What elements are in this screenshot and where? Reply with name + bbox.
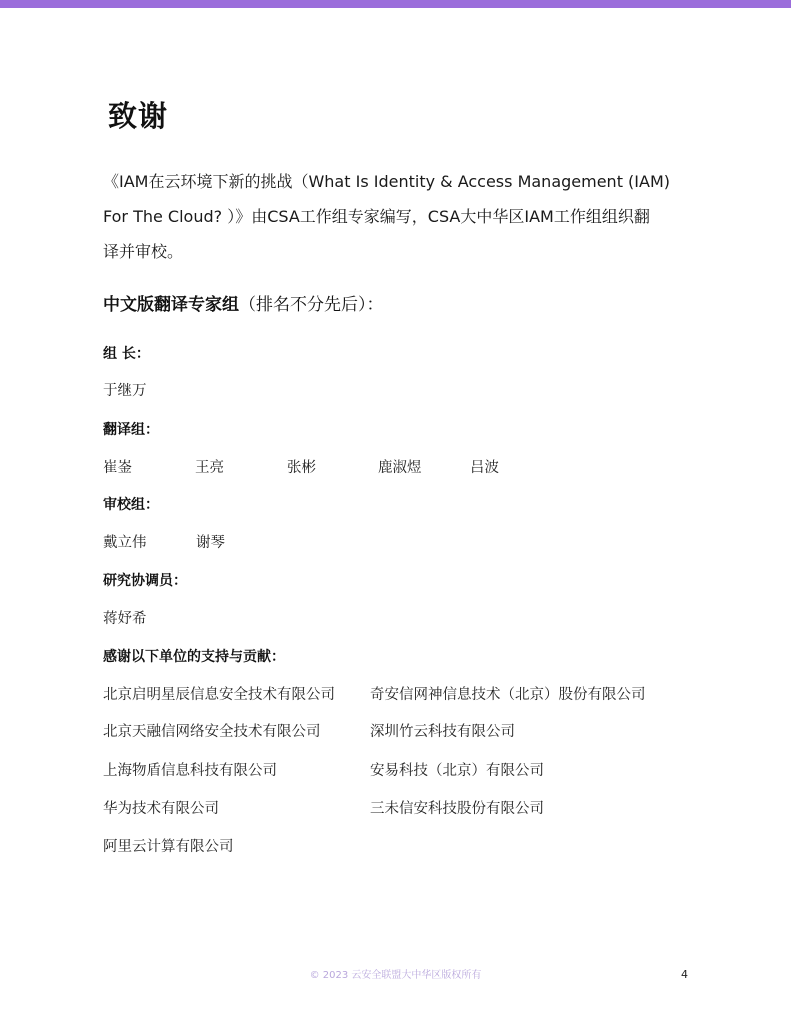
company-name: 华为技术有限公司 bbox=[103, 801, 219, 817]
company-name: 安易科技（北京）有限公司 bbox=[370, 763, 544, 779]
company-name: 阿里云计算有限公司 bbox=[103, 839, 234, 855]
company-name: 三未信安科技股份有限公司 bbox=[370, 801, 544, 817]
translator-name: 王亮 bbox=[195, 460, 224, 476]
translate-label: 翻译组： bbox=[103, 422, 159, 438]
translator-name: 崔崟 bbox=[103, 460, 132, 476]
reviewer-name: 谢琴 bbox=[196, 535, 225, 551]
translator-name: 张彬 bbox=[287, 460, 316, 476]
company-name: 奇安信网神信息技术（北京）股份有限公司 bbox=[370, 687, 646, 703]
thanks-label: 感谢以下单位的支持与贡献： bbox=[103, 649, 285, 665]
top-accent-bar bbox=[0, 0, 791, 8]
company-name: 深圳竹云科技有限公司 bbox=[370, 724, 515, 740]
review-label: 审校组： bbox=[103, 497, 159, 513]
company-name: 北京天融信网络安全技术有限公司 bbox=[103, 724, 321, 740]
coordinator-name: 蒋妤希 bbox=[103, 611, 147, 627]
expert-heading-bold: 中文版翻译专家组 bbox=[103, 295, 239, 315]
coordinator-label: 研究协调员： bbox=[103, 573, 187, 589]
page-title: 致谢 bbox=[108, 99, 169, 133]
translator-name: 吕波 bbox=[470, 460, 499, 476]
leader-label: 组 长： bbox=[103, 346, 150, 362]
intro-line-1: 《IAM在云环境下新的挑战（What Is Identity & Access Management (IAM) bbox=[103, 172, 671, 191]
expert-heading-note: （排名不分先后）： bbox=[239, 295, 384, 315]
intro-line-3: 译并审校。 bbox=[103, 242, 184, 261]
company-name: 上海物盾信息科技有限公司 bbox=[103, 763, 277, 779]
expert-group-heading bbox=[103, 290, 384, 315]
company-name: 北京启明星辰信息安全技术有限公司 bbox=[103, 687, 335, 703]
reviewer-name: 戴立伟 bbox=[103, 535, 147, 551]
intro-line-2: For The Cloud? ）》由CSA工作组专家编写，CSA大中华区IAM工作组组织翻 bbox=[103, 207, 650, 226]
leader-name: 于继万 bbox=[103, 383, 147, 399]
translator-name: 鹿淑煜 bbox=[378, 460, 422, 476]
footer-copyright: © 2023 云安全联盟大中华区版权所有 bbox=[309, 970, 482, 981]
page-number: 4 bbox=[681, 968, 688, 981]
